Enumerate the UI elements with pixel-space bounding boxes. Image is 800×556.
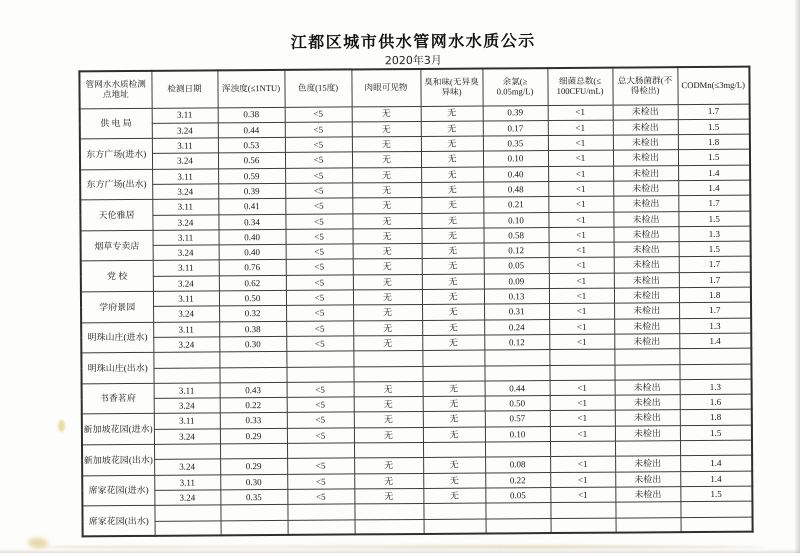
value-cell: 无: [423, 381, 485, 397]
value-cell: 无: [421, 136, 483, 152]
value-cell: <5: [286, 259, 353, 275]
value-cell: 3.24: [152, 184, 218, 200]
value-cell: 无: [352, 152, 421, 168]
value-cell: 1.3: [679, 318, 751, 334]
value-cell: <1: [550, 456, 615, 472]
value-cell: 1.5: [680, 425, 752, 441]
value-cell: 未检出: [614, 288, 679, 304]
value-cell: [219, 367, 286, 383]
value-cell: [484, 365, 549, 381]
value-cell: 0.38: [218, 107, 285, 123]
scan-stain-streak: [34, 545, 764, 549]
value-cell: 无: [421, 167, 483, 183]
value-cell: 0.56: [218, 153, 285, 169]
value-cell: 3.24: [152, 153, 218, 169]
value-cell: 无: [423, 473, 485, 489]
value-cell: 3.24: [153, 306, 219, 322]
value-cell: [423, 442, 485, 458]
value-cell: 无: [352, 137, 421, 153]
value-cell: [220, 443, 287, 459]
value-cell: 无: [354, 412, 423, 428]
value-cell: 0.43: [220, 382, 287, 398]
value-cell: 1.7: [679, 303, 751, 319]
value-cell: 0.40: [483, 166, 548, 182]
value-cell: 0.40: [219, 245, 286, 261]
value-cell: <5: [287, 428, 354, 444]
column-header: 臭和味(无异臭异味): [420, 69, 482, 106]
value-cell: 未检出: [613, 227, 678, 243]
value-cell: [287, 504, 354, 520]
scan-edge-shadow-bottom: [0, 549, 800, 553]
site-name-cell: 席家花园(进水): [82, 475, 154, 506]
value-cell: 无: [353, 320, 422, 336]
page-title: 江都区城市供水管网水水质公示: [290, 31, 536, 52]
value-cell: 1.4: [678, 180, 750, 196]
value-cell: 0.53: [218, 137, 285, 153]
value-cell: 无: [352, 198, 421, 214]
value-cell: 0.50: [485, 396, 550, 412]
table-row: [83, 517, 753, 537]
value-cell: 无: [422, 335, 484, 351]
value-cell: [423, 503, 485, 519]
value-cell: [679, 364, 751, 380]
value-cell: 无: [353, 244, 422, 260]
value-cell: 无: [422, 258, 484, 274]
site-name-cell: 书香茗府: [82, 383, 154, 414]
value-cell: 0.40: [219, 229, 286, 245]
value-cell: 1.5: [680, 486, 752, 502]
value-cell: 无: [353, 290, 422, 306]
value-cell: 1.5: [678, 150, 750, 166]
value-cell: 1.7: [678, 195, 750, 211]
value-cell: <1: [548, 120, 613, 136]
value-cell: [154, 505, 220, 521]
value-cell: 未检出: [615, 471, 680, 487]
value-cell: 无: [352, 213, 421, 229]
value-cell: [286, 366, 353, 382]
value-cell: 未检出: [614, 242, 679, 258]
value-cell: 无: [422, 274, 484, 290]
value-cell: <1: [549, 258, 614, 274]
value-cell: <5: [287, 397, 354, 413]
value-cell: 未检出: [613, 104, 678, 120]
value-cell: 1.4: [678, 165, 750, 181]
site-name-cell: 新加坡花园(进水): [82, 414, 154, 445]
value-cell: 未检出: [613, 165, 678, 181]
value-cell: 1.3: [678, 226, 750, 242]
value-cell: 3.11: [152, 169, 218, 185]
value-cell: 0.76: [219, 260, 286, 276]
column-header: 检测日期: [151, 70, 217, 107]
site-name-cell: 新加坡花园(出水): [82, 444, 154, 475]
value-cell: 无: [352, 106, 421, 122]
value-cell: <5: [285, 198, 352, 214]
value-cell: <5: [286, 275, 353, 291]
value-cell: 0.12: [484, 335, 549, 351]
value-cell: 0.58: [483, 227, 548, 243]
value-cell: <1: [550, 472, 615, 488]
value-cell: 未检出: [615, 487, 680, 503]
value-cell: 无: [354, 381, 423, 397]
value-cell: 0.21: [483, 197, 548, 213]
value-cell: 3.24: [154, 490, 220, 506]
value-cell: 无: [354, 488, 423, 504]
value-cell: 无: [422, 243, 484, 259]
value-cell: <5: [287, 458, 354, 474]
value-cell: 3.11: [153, 230, 219, 246]
value-cell: [551, 518, 616, 534]
value-cell: <1: [548, 166, 613, 182]
column-header: 管网水水质检测点地址: [79, 71, 151, 109]
value-cell: <5: [287, 474, 354, 490]
value-cell: 无: [423, 411, 485, 427]
value-cell: 0.39: [483, 105, 548, 121]
value-cell: 1.5: [678, 211, 750, 227]
value-cell: 无: [423, 427, 485, 443]
value-cell: <5: [286, 229, 353, 245]
value-cell: 1.4: [680, 471, 752, 487]
value-cell: [484, 350, 549, 366]
value-cell: <5: [285, 122, 352, 138]
value-cell: [220, 505, 287, 521]
value-cell: 0.10: [485, 426, 550, 442]
value-cell: 未检出: [614, 303, 679, 319]
value-cell: 3.24: [154, 398, 220, 414]
value-cell: 0.34: [218, 214, 285, 230]
value-cell: <5: [286, 244, 353, 260]
site-name-cell: 东方广场(进水): [80, 138, 152, 169]
value-cell: [486, 518, 551, 534]
value-cell: 无: [353, 274, 422, 290]
column-header: 余氯(≥ 0.05mg/L): [482, 68, 547, 105]
value-cell: 3.24: [152, 214, 218, 230]
value-cell: 0.38: [219, 321, 286, 337]
value-cell: [549, 365, 614, 381]
value-cell: [681, 517, 753, 533]
value-cell: [354, 442, 423, 458]
value-cell: 3.24: [153, 276, 219, 292]
value-cell: [353, 366, 422, 382]
value-cell: <1: [550, 395, 615, 411]
value-cell: [485, 442, 550, 458]
value-cell: 无: [423, 488, 485, 504]
column-header: CODMn(≤3mg/L): [677, 67, 749, 105]
value-cell: 未检出: [615, 379, 680, 395]
column-header: 细菌总数(≤ 100CFU/mL): [547, 68, 612, 105]
value-cell: 0.33: [220, 413, 287, 429]
value-cell: 0.24: [484, 319, 549, 335]
value-cell: 3.24: [154, 429, 220, 445]
site-name-cell: 明珠山庄(进水): [81, 322, 153, 353]
value-cell: <5: [287, 489, 354, 505]
value-cell: 无: [421, 197, 483, 213]
value-cell: 无: [422, 304, 484, 320]
value-cell: 3.11: [153, 291, 219, 307]
value-cell: <5: [285, 214, 352, 230]
column-header: 总大肠菌群(不得检出): [612, 67, 677, 104]
value-cell: 无: [423, 396, 485, 412]
value-cell: 0.05: [485, 487, 550, 503]
site-name-cell: 供 电 局: [80, 108, 152, 139]
water-quality-table: [78, 66, 753, 538]
value-cell: 0.41: [218, 199, 285, 215]
value-cell: <1: [549, 303, 614, 319]
value-cell: 0.35: [220, 489, 287, 505]
value-cell: 无: [354, 427, 423, 443]
value-cell: <5: [287, 412, 354, 428]
value-cell: 无: [354, 458, 423, 474]
value-cell: <1: [548, 135, 613, 151]
site-name-cell: 东方广场(出水): [80, 169, 152, 200]
value-cell: 0.44: [218, 122, 285, 138]
value-cell: 无: [352, 182, 421, 198]
value-cell: 无: [421, 106, 483, 122]
value-cell: <1: [549, 288, 614, 304]
value-cell: 无: [354, 397, 423, 413]
value-cell: 3.11: [154, 383, 220, 399]
value-cell: [355, 519, 424, 535]
value-cell: <5: [285, 106, 352, 122]
value-cell: 3.11: [152, 138, 218, 154]
site-name-cell: 党 校: [81, 261, 153, 292]
value-cell: 未检出: [613, 196, 678, 212]
value-cell: 无: [353, 259, 422, 275]
page-subtitle: 2020年3月: [384, 53, 442, 68]
value-cell: <1: [549, 319, 614, 335]
value-cell: 0.44: [485, 380, 550, 396]
value-cell: 1.5: [679, 241, 751, 257]
value-cell: 3.24: [152, 123, 218, 139]
value-cell: 0.08: [485, 457, 550, 473]
value-cell: 0.05: [484, 258, 549, 274]
value-cell: <1: [548, 151, 613, 167]
value-cell: [424, 519, 486, 535]
table-body: [80, 104, 753, 537]
value-cell: [615, 502, 680, 518]
value-cell: 0.32: [219, 306, 286, 322]
value-cell: 未检出: [615, 456, 680, 472]
site-name-cell: 天伦雅居: [80, 200, 152, 231]
value-cell: 未检出: [613, 119, 678, 135]
value-cell: [286, 351, 353, 367]
site-name-cell: 席家花园(出水): [82, 506, 154, 537]
value-cell: 0.17: [483, 120, 548, 136]
value-cell: 3.11: [153, 260, 219, 276]
value-cell: 1.4: [679, 333, 751, 349]
value-cell: 3.11: [153, 322, 219, 338]
value-cell: [614, 349, 679, 365]
value-cell: 未检出: [614, 272, 679, 288]
value-cell: [153, 367, 219, 383]
value-cell: <5: [285, 137, 352, 153]
value-cell: <5: [286, 321, 353, 337]
value-cell: 0.30: [219, 336, 286, 352]
value-cell: [550, 441, 615, 457]
value-cell: 0.31: [484, 304, 549, 320]
value-cell: <1: [550, 487, 615, 503]
value-cell: 0.59: [218, 168, 285, 184]
value-cell: 无: [352, 121, 421, 137]
value-cell: [550, 502, 615, 518]
value-cell: 0.22: [220, 398, 287, 414]
site-name-cell: 学府景园: [81, 291, 153, 322]
value-cell: 3.11: [152, 107, 218, 123]
value-cell: 0.50: [219, 290, 286, 306]
value-cell: 3.24: [153, 337, 219, 353]
value-cell: <1: [548, 227, 613, 243]
value-cell: 无: [423, 457, 485, 473]
value-cell: 无: [421, 182, 483, 198]
value-cell: 无: [422, 289, 484, 305]
scan-stain-dot: [58, 420, 65, 432]
value-cell: [616, 517, 681, 533]
scan-edge-shadow-right: [794, 0, 800, 553]
value-cell: 1.4: [680, 455, 752, 471]
value-cell: <1: [548, 181, 613, 197]
value-cell: [287, 443, 354, 459]
site-name-cell: 明珠山庄(出水): [81, 353, 153, 384]
value-cell: 0.35: [483, 136, 548, 152]
value-cell: [615, 441, 680, 457]
value-cell: [221, 520, 288, 536]
value-cell: 1.8: [678, 134, 750, 150]
column-header: 浑浊度(≤1NTU): [217, 70, 284, 107]
value-cell: [680, 440, 752, 456]
value-cell: [422, 366, 484, 382]
value-cell: 0.39: [218, 183, 285, 199]
value-cell: [354, 504, 423, 520]
value-cell: [153, 352, 219, 368]
value-cell: 1.6: [680, 394, 752, 410]
value-cell: <1: [548, 105, 613, 121]
value-cell: <1: [548, 196, 613, 212]
value-cell: <5: [287, 382, 354, 398]
value-cell: 未检出: [613, 211, 678, 227]
value-cell: 未检出: [614, 257, 679, 273]
value-cell: <1: [549, 273, 614, 289]
scan-stain-corner: [28, 538, 48, 548]
value-cell: [679, 348, 751, 364]
value-cell: <1: [550, 411, 615, 427]
value-cell: 1.7: [679, 272, 751, 288]
value-cell: 3.11: [154, 474, 220, 490]
value-cell: 未检出: [613, 150, 678, 166]
site-name-cell: 烟草专卖店: [81, 230, 153, 261]
value-cell: <5: [286, 290, 353, 306]
value-cell: 1.5: [678, 119, 750, 135]
value-cell: 无: [421, 121, 483, 137]
value-cell: <1: [549, 334, 614, 350]
value-cell: 0.13: [484, 289, 549, 305]
value-cell: 未检出: [615, 410, 680, 426]
value-cell: 无: [421, 213, 483, 229]
value-cell: [288, 519, 355, 535]
value-cell: 无: [353, 335, 422, 351]
column-header: 肉眼可见物: [351, 69, 420, 106]
value-cell: 0.10: [483, 151, 548, 167]
value-cell: [549, 349, 614, 365]
value-cell: 无: [352, 167, 421, 183]
value-cell: 0.22: [485, 472, 550, 488]
value-cell: 未检出: [615, 395, 680, 411]
value-cell: <1: [548, 212, 613, 228]
column-header: 色度(15度): [284, 69, 351, 106]
value-cell: 未检出: [614, 334, 679, 350]
value-cell: 1.7: [679, 257, 751, 273]
value-cell: 1.8: [679, 287, 751, 303]
value-cell: [422, 350, 484, 366]
value-cell: 0.48: [483, 182, 548, 198]
value-cell: <5: [285, 168, 352, 184]
value-cell: 未检出: [613, 181, 678, 197]
value-cell: 0.57: [485, 411, 550, 427]
value-cell: <1: [549, 242, 614, 258]
value-cell: <5: [286, 305, 353, 321]
value-cell: 1.7: [678, 104, 750, 120]
value-cell: [154, 444, 220, 460]
value-cell: <5: [286, 336, 353, 352]
value-cell: <5: [285, 183, 352, 199]
value-cell: [614, 364, 679, 380]
value-cell: 3.11: [152, 199, 218, 215]
value-cell: 无: [353, 305, 422, 321]
value-cell: 0.29: [220, 428, 287, 444]
value-cell: 无: [421, 228, 483, 244]
value-cell: 无: [354, 473, 423, 489]
value-cell: <1: [550, 426, 615, 442]
value-cell: 1.3: [680, 379, 752, 395]
table-header: [79, 67, 749, 109]
header-row: [79, 67, 749, 109]
value-cell: 3.24: [154, 459, 220, 475]
value-cell: 0.62: [219, 275, 286, 291]
value-cell: 无: [421, 151, 483, 167]
value-cell: 0.09: [484, 273, 549, 289]
value-cell: 0.29: [220, 459, 287, 475]
value-cell: 未检出: [615, 425, 680, 441]
value-cell: 未检出: [613, 135, 678, 151]
value-cell: [155, 520, 221, 536]
value-cell: 未检出: [614, 318, 679, 334]
value-cell: 0.30: [220, 474, 287, 490]
value-cell: 0.12: [484, 243, 549, 259]
value-cell: 1.8: [680, 410, 752, 426]
value-cell: [485, 503, 550, 519]
value-cell: <1: [550, 380, 615, 396]
value-cell: [353, 351, 422, 367]
value-cell: 0.10: [483, 212, 548, 228]
value-cell: [219, 352, 286, 368]
value-cell: 无: [422, 320, 484, 336]
value-cell: 无: [353, 228, 422, 244]
value-cell: [680, 501, 752, 517]
value-cell: 3.24: [153, 245, 219, 261]
value-cell: <5: [285, 152, 352, 168]
value-cell: 3.11: [154, 413, 220, 429]
